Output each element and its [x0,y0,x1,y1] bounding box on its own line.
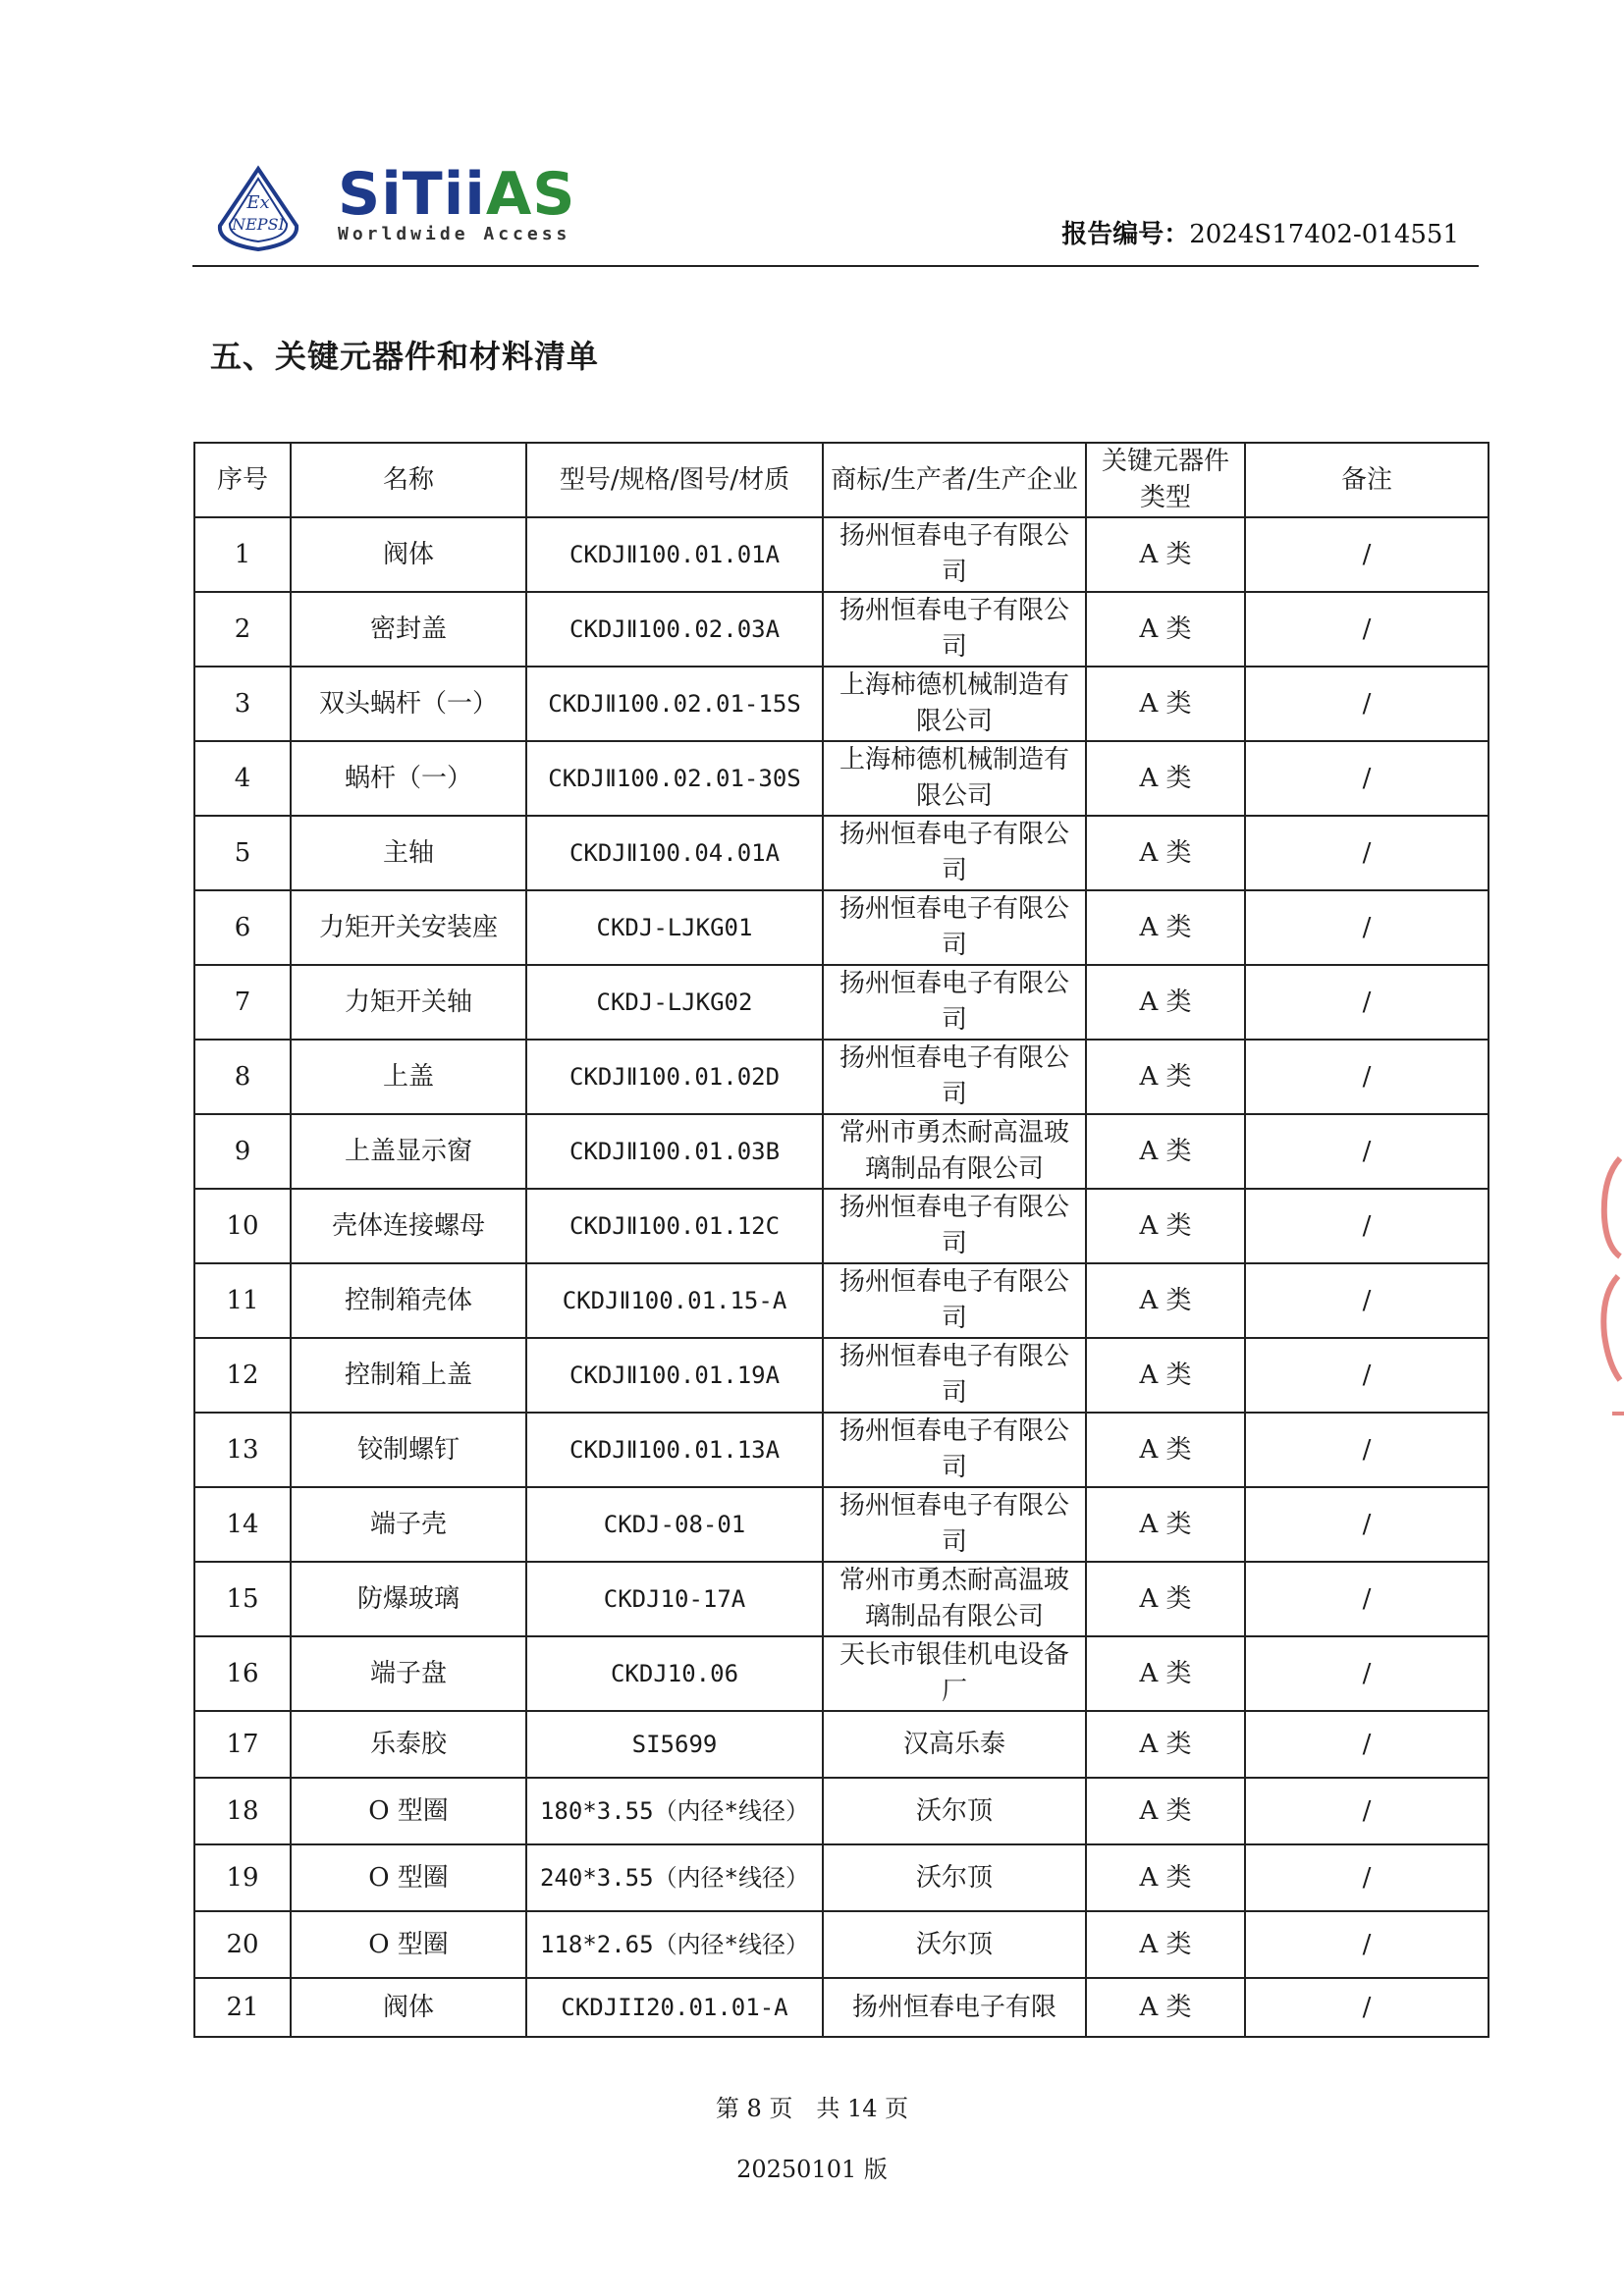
component-type-cell: A 类 [1086,816,1245,890]
manufacturer-cell: 上海柿德机械制造有限公司 [823,741,1086,816]
remark-cell: / [1245,517,1489,592]
part-model-cell: CKDJ10.06 [526,1636,823,1711]
part-model-cell: CKDJⅡ100.01.15-A [526,1263,823,1338]
part-name-cell: 阀体 [291,1978,526,2037]
part-name-cell: 蜗杆（一） [291,741,526,816]
remark-cell: / [1245,1636,1489,1711]
part-name-cell: 阀体 [291,517,526,592]
column-header: 名称 [291,443,526,517]
remark-cell: / [1245,1263,1489,1338]
component-type-cell: A 类 [1086,1844,1245,1911]
table-row [194,1778,1489,1844]
component-type-cell: A 类 [1086,517,1245,592]
remark-cell: / [1245,667,1489,741]
part-model-cell: CKDJⅡ100.01.03B [526,1114,823,1189]
row-number-cell: 19 [194,1844,291,1911]
part-model-cell: 240*3.55（内径*线径） [526,1844,823,1911]
row-number-cell: 11 [194,1263,291,1338]
manufacturer-cell: 扬州恒春电子有限公司 [823,816,1086,890]
table-row [194,1636,1489,1711]
remark-cell: / [1245,741,1489,816]
manufacturer-cell: 汉高乐泰 [823,1711,1086,1778]
manufacturer-cell: 扬州恒春电子有限 [823,1978,1086,2037]
part-name-cell: 上盖显示窗 [291,1114,526,1189]
table-row [194,1413,1489,1487]
manufacturer-cell: 沃尔顶 [823,1778,1086,1844]
row-number-cell: 17 [194,1711,291,1778]
manufacturer-cell: 上海柿德机械制造有限公司 [823,667,1086,741]
part-name-cell: 壳体连接螺母 [291,1189,526,1263]
part-model-cell: 118*2.65（内径*线径） [526,1911,823,1978]
table-row [194,592,1489,667]
component-type-cell: A 类 [1086,1338,1245,1413]
component-type-cell: A 类 [1086,741,1245,816]
part-name-cell: 密封盖 [291,592,526,667]
component-type-cell: A 类 [1086,1487,1245,1562]
manufacturer-cell: 扬州恒春电子有限公司 [823,890,1086,965]
row-number-cell: 4 [194,741,291,816]
row-number-cell: 5 [194,816,291,890]
components-table [193,442,1489,2038]
report-number [1061,214,1459,250]
part-model-cell: SI5699 [526,1711,823,1778]
manufacturer-cell: 常州市勇杰耐高温玻璃制品有限公司 [823,1114,1086,1189]
page-number: 第 8 页 共 14 页 [715,2095,909,2122]
part-name-cell: 双头蜗杆（一） [291,667,526,741]
manufacturer-cell: 扬州恒春电子有限公司 [823,1263,1086,1338]
remark-cell: / [1245,890,1489,965]
part-model-cell: CKDJⅡ100.01.02D [526,1040,823,1114]
component-type-cell: A 类 [1086,1413,1245,1487]
table-row [194,1844,1489,1911]
remark-cell: / [1245,816,1489,890]
manufacturer-cell: 天长市银佳机电设备厂 [823,1636,1086,1711]
table-row [194,1711,1489,1778]
row-number-cell: 2 [194,592,291,667]
remark-cell: / [1245,592,1489,667]
table-row [194,890,1489,965]
remark-cell: / [1245,1778,1489,1844]
table-row [194,1263,1489,1338]
component-type-cell: A 类 [1086,667,1245,741]
column-header: 关键元器件类型 [1086,443,1245,517]
remark-cell: / [1245,1911,1489,1978]
component-type-cell: A 类 [1086,1636,1245,1711]
row-number-cell: 3 [194,667,291,741]
part-name-cell: 端子盘 [291,1636,526,1711]
report-number-value: 2024S17402-014551 [1189,220,1459,249]
table-row [194,1040,1489,1114]
row-number-cell: 13 [194,1413,291,1487]
section-title: 五、关键元器件和材料清单 [210,338,600,375]
column-header: 备注 [1245,443,1489,517]
row-number-cell: 6 [194,890,291,965]
part-model-cell: CKDJⅡ100.02.03A [526,592,823,667]
part-model-cell: CKDJⅡ100.01.19A [526,1338,823,1413]
part-name-cell: 控制箱壳体 [291,1263,526,1338]
remark-cell: / [1245,1040,1489,1114]
row-number-cell: 9 [194,1114,291,1189]
svg-text:Ex: Ex [246,192,270,213]
table-row [194,741,1489,816]
manufacturer-cell: 扬州恒春电子有限公司 [823,965,1086,1040]
remark-cell: / [1245,1978,1489,2037]
part-name-cell: 铰制螺钉 [291,1413,526,1487]
manufacturer-cell: 沃尔顶 [823,1911,1086,1978]
component-type-cell: A 类 [1086,1263,1245,1338]
remark-cell: / [1245,1844,1489,1911]
version-label: 20250101 版 [736,2156,888,2183]
row-number-cell: 14 [194,1487,291,1562]
remark-cell: / [1245,1487,1489,1562]
part-name-cell: 力矩开关轴 [291,965,526,1040]
part-name-cell: 控制箱上盖 [291,1338,526,1413]
row-number-cell: 18 [194,1778,291,1844]
manufacturer-cell: 扬州恒春电子有限公司 [823,1189,1086,1263]
component-type-cell: A 类 [1086,1114,1245,1189]
part-model-cell: CKDJII20.01.01-A [526,1978,823,2037]
brand-logo [338,160,576,244]
row-number-cell: 12 [194,1338,291,1413]
row-number-cell: 1 [194,517,291,592]
table-row [194,1562,1489,1636]
part-name-cell: O 型圈 [291,1778,526,1844]
remark-cell: / [1245,965,1489,1040]
part-model-cell: CKDJⅡ100.01.13A [526,1413,823,1487]
part-name-cell: O 型圈 [291,1911,526,1978]
remark-cell: / [1245,1189,1489,1263]
component-type-cell: A 类 [1086,890,1245,965]
table-row [194,965,1489,1040]
remark-cell: / [1245,1338,1489,1413]
manufacturer-cell: 扬州恒春电子有限公司 [823,592,1086,667]
table-row [194,1911,1489,1978]
table-row [194,1189,1489,1263]
column-header: 商标/生产者/生产企业 [823,443,1086,517]
row-number-cell: 10 [194,1189,291,1263]
remark-cell: / [1245,1114,1489,1189]
manufacturer-cell: 扬州恒春电子有限公司 [823,1487,1086,1562]
remark-cell: / [1245,1562,1489,1636]
manufacturer-cell: 扬州恒春电子有限公司 [823,1040,1086,1114]
report-header [192,157,1477,267]
manufacturer-cell: 常州市勇杰耐高温玻璃制品有限公司 [823,1562,1086,1636]
row-number-cell: 20 [194,1911,291,1978]
table-row [194,1978,1489,2037]
table-row [194,517,1489,592]
table-row [194,1338,1489,1413]
part-model-cell: CKDJⅡ100.02.01-30S [526,741,823,816]
part-model-cell: CKDJ-08-01 [526,1487,823,1562]
component-type-cell: A 类 [1086,1189,1245,1263]
component-type-cell: A 类 [1086,592,1245,667]
component-type-cell: A 类 [1086,1911,1245,1978]
row-number-cell: 21 [194,1978,291,2037]
part-name-cell: 端子壳 [291,1487,526,1562]
part-name-cell: 力矩开关安装座 [291,890,526,965]
part-model-cell: 180*3.55（内径*线径） [526,1778,823,1844]
table-row [194,1487,1489,1562]
row-number-cell: 16 [194,1636,291,1711]
row-number-cell: 15 [194,1562,291,1636]
part-model-cell: CKDJⅡ100.01.01A [526,517,823,592]
component-type-cell: A 类 [1086,1978,1245,2037]
remark-cell: / [1245,1711,1489,1778]
part-name-cell: 上盖 [291,1040,526,1114]
part-model-cell: CKDJⅡ100.04.01A [526,816,823,890]
manufacturer-cell: 扬州恒春电子有限公司 [823,517,1086,592]
row-number-cell: 7 [194,965,291,1040]
table-header-row [194,443,1489,517]
brand-name: SiTiiAS [338,160,576,229]
remark-cell: / [1245,1413,1489,1487]
part-name-cell: 乐泰胶 [291,1711,526,1778]
row-number-cell: 8 [194,1040,291,1114]
part-name-cell: 主轴 [291,816,526,890]
column-header: 序号 [194,443,291,517]
header-divider [192,265,1479,267]
table-row [194,667,1489,741]
component-type-cell: A 类 [1086,1040,1245,1114]
part-model-cell: CKDJ-LJKG01 [526,890,823,965]
part-name-cell: O 型圈 [291,1844,526,1911]
report-number-label: 报告编号： [1061,220,1190,249]
table-row [194,1114,1489,1189]
part-model-cell: CKDJⅡ100.01.12C [526,1189,823,1263]
component-type-cell: A 类 [1086,1562,1245,1636]
manufacturer-cell: 沃尔顶 [823,1844,1086,1911]
table-row [194,816,1489,890]
column-header: 型号/规格/图号/材质 [526,443,823,517]
part-model-cell: CKDJⅡ100.02.01-15S [526,667,823,741]
part-model-cell: CKDJ10-17A [526,1562,823,1636]
component-type-cell: A 类 [1086,1778,1245,1844]
svg-text:NEPSI: NEPSI [232,215,285,234]
brand-tagline: Worldwide Access [338,224,571,244]
ex-nepsi-logo-icon [214,165,302,253]
red-stamp-fragment-icon [1591,1148,1624,1443]
part-name-cell: 防爆玻璃 [291,1562,526,1636]
manufacturer-cell: 扬州恒春电子有限公司 [823,1338,1086,1413]
table-body [194,517,1489,2037]
part-model-cell: CKDJ-LJKG02 [526,965,823,1040]
component-type-cell: A 类 [1086,965,1245,1040]
manufacturer-cell: 扬州恒春电子有限公司 [823,1413,1086,1487]
component-type-cell: A 类 [1086,1711,1245,1778]
